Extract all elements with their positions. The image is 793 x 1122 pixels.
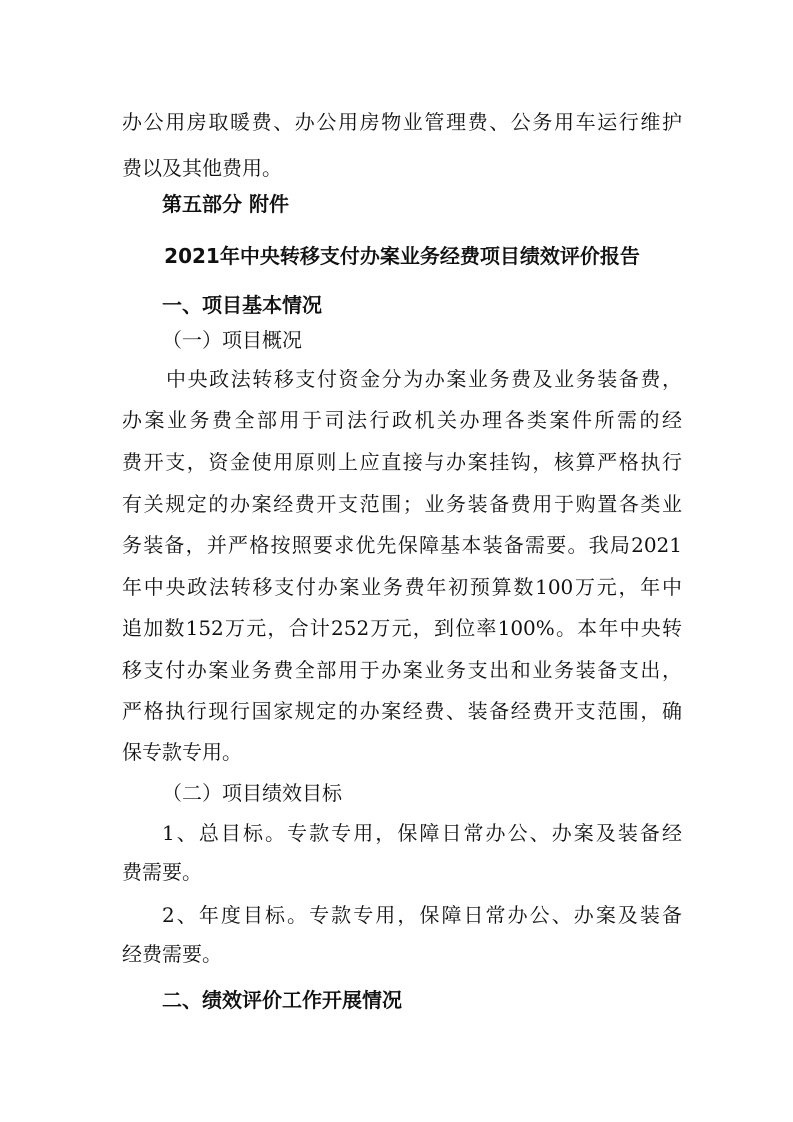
paragraph-line: 办公用房取暖费、办公用房物业管理费、公务用车运行维护: [122, 110, 682, 134]
paragraph-line: 追加数152万元，合计252万元，到位率100%。本年中央转: [122, 616, 682, 640]
paragraph-line: 费需要。: [122, 860, 202, 884]
report-title: 2021年中央转移支付办案业务经费项目绩效评价报告: [164, 244, 640, 268]
paragraph-line: 务装备，并严格按照要求优先保障基本装备需要。我局2021: [122, 533, 682, 557]
paragraph-line: 费开支，资金使用原则上应直接与办案挂钩，核算严格执行: [122, 450, 682, 474]
paragraph-line: 移支付办案业务费全部用于办案业务支出和业务装备支出，: [122, 658, 682, 682]
paragraph-line: 1、总目标。专款专用，保障日常办公、办案及装备经: [162, 821, 682, 845]
paragraph-line: 中央政法转移支付资金分为办案业务费及业务装备费，: [166, 367, 682, 391]
paragraph-line: 保专款专用。: [122, 740, 242, 764]
paragraph-line: 有关规定的办案经费开支范围；业务装备费用于购置各类业: [122, 492, 682, 516]
paragraph-line: 办案业务费全部用于司法行政机关办理各类案件所需的经: [122, 408, 682, 432]
chapter-heading: 二、绩效评价工作开展情况: [162, 988, 402, 1012]
section-heading: 第五部分 附件: [162, 192, 289, 216]
chapter-heading: 一、项目基本情况: [162, 293, 322, 317]
paragraph-line: 费以及其他费用。: [122, 156, 282, 180]
paragraph-line: 2、年度目标。专款专用，保障日常办公、办案及装备: [162, 903, 682, 927]
paragraph-line: 年中央政法转移支付办案业务费年初预算数100万元，年中: [122, 575, 682, 599]
subsection-heading: （一）项目概况: [162, 328, 302, 352]
paragraph-line: 严格执行现行国家规定的办案经费、装备经费开支范围，确: [122, 699, 682, 723]
paragraph-line: 经费需要。: [122, 942, 222, 966]
subsection-heading: （二）项目绩效目标: [162, 781, 342, 805]
